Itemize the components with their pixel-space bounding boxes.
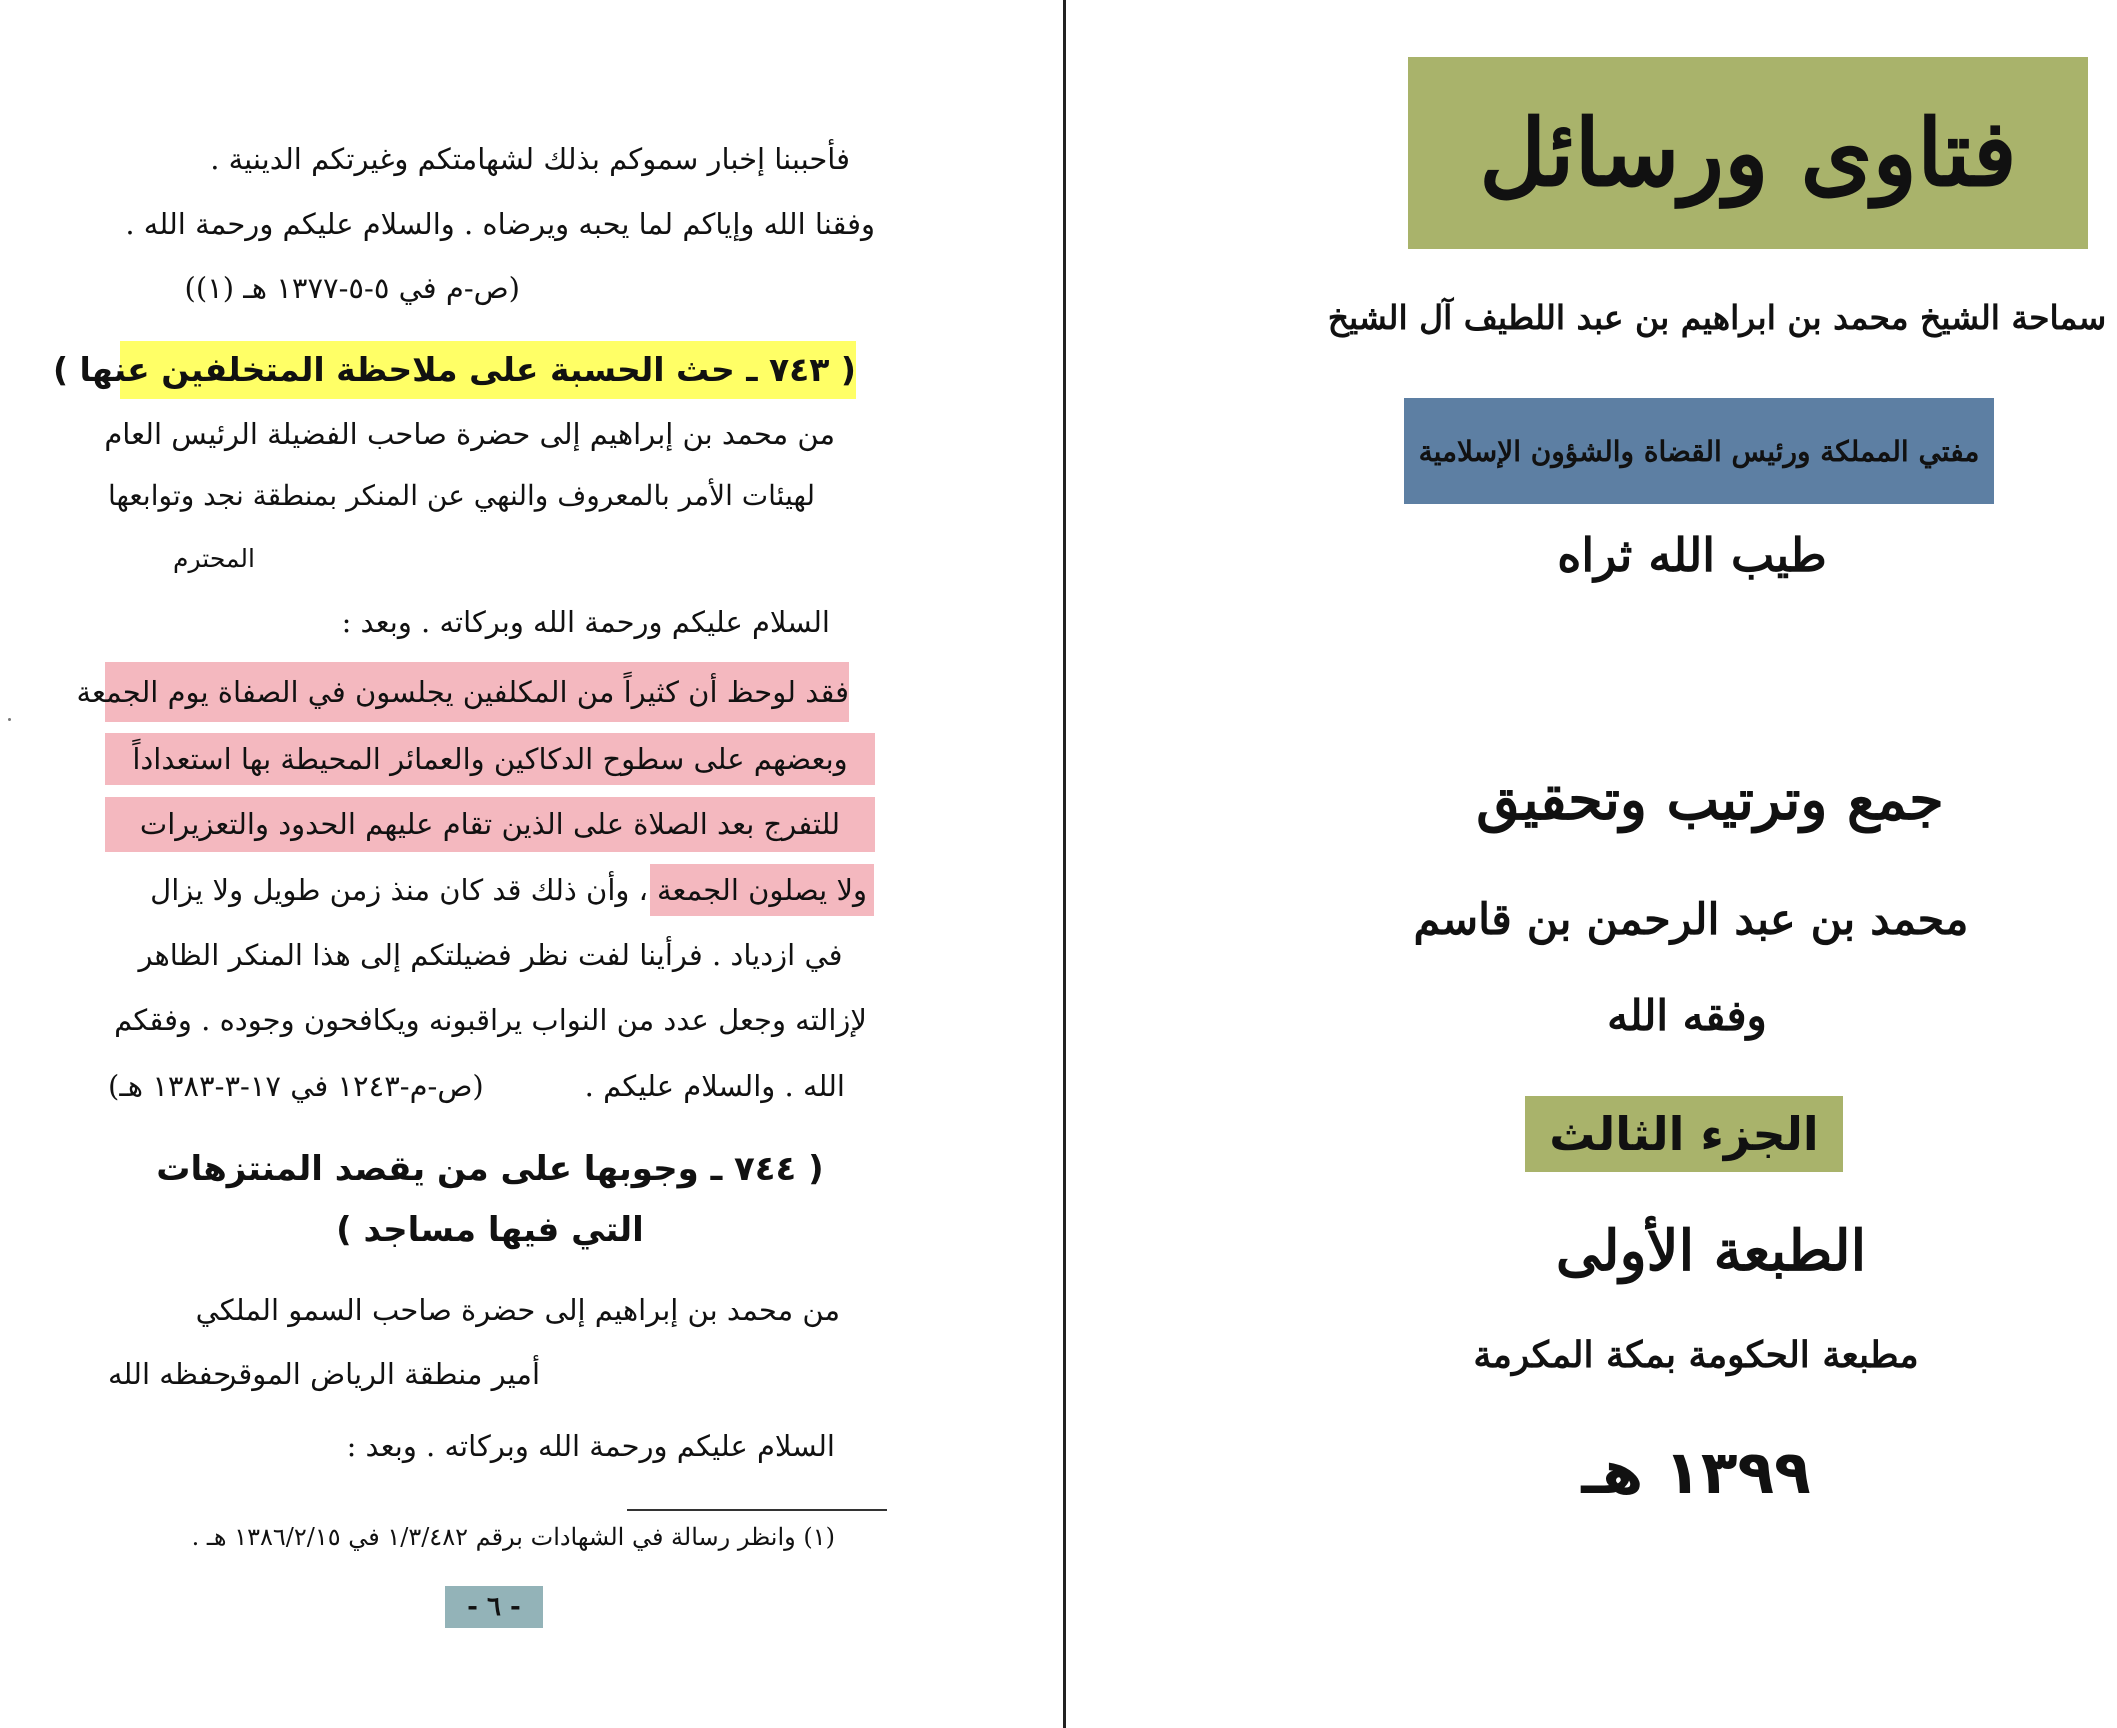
heading-744-line-2: التي فيها مساجد ) <box>336 1210 644 1250</box>
letter-743-greeting: السلام عليكم ورحمة الله وبركاته . وبعد : <box>341 605 830 639</box>
letter-743-body-4-rest-visible: ، وأن ذلك قد كان منذ زمن طويل ولا يزال <box>150 873 648 907</box>
compiled-label-box <box>1470 755 1950 845</box>
volume-label: الجزء الثالث <box>1549 1107 1819 1161</box>
letter-743-body-6: لإزالته وجعل عدد من النواب يراقبونه ويكافحون وجوده . وفقكم <box>114 1003 867 1037</box>
position-box <box>1404 398 1994 504</box>
compiled-label: جمع وترتيب وتحقيق <box>1476 767 1944 833</box>
letter-743-body-7-a: الله . والسلام عليكم . <box>584 1069 845 1103</box>
letter-743-citation: (ص-م-١٢٤٣ في ١٧-٣-١٣٨٣ هـ) <box>108 1069 484 1103</box>
intro-citation: (ص-م في ٥-٥-١٣٧٧ هـ (١)) <box>184 271 520 305</box>
intro-line-2: وفقنا الله وإياكم لما يحبه ويرضاه . والسلام عليكم ورحمة الله . <box>125 207 875 241</box>
edition-box <box>1546 1206 1876 1296</box>
prayer-line: طيب الله ثراه <box>1557 528 1827 582</box>
title-box <box>1408 57 2088 249</box>
heading-744-line-1: ( ٧٤٤ ـ وجوبها على من يقصد المنتزهات <box>156 1149 824 1189</box>
prayer-box <box>1512 520 1872 590</box>
letter-743-from-2: لهيئات الأمر بالمعروف والنهي عن المنكر بمنطقة نجد وتوابعها <box>107 479 815 512</box>
volume-box <box>1525 1096 1843 1172</box>
edition-label: الطبعة الأولى <box>1555 1218 1867 1284</box>
footnote: (١) وانظر رسالة في الشهادات برقم ١/٣/٤٨٢ في ١٣٨٦/٢/١٥ هـ . <box>191 1523 835 1551</box>
book-title: فتاوى ورسائل <box>1479 99 2017 207</box>
letter-744-addressee: أمير منطقة الرياض الموقر <box>222 1357 540 1391</box>
author-line: سماحة الشيخ محمد بن ابراهيم بن عبد اللطيف آل الشيخ <box>1327 297 2107 337</box>
year-box <box>1556 1428 1836 1518</box>
letter-743-body-5: في ازدياد . فرأينا لفت نظر فضيلتكم إلى هذا المنكر الظاهر <box>138 938 843 972</box>
compiler-prayer-box <box>1562 985 1812 1045</box>
letter-743-body-1: فقد لوحظ أن كثيراً من المكلفين يجلسون في الصفاة يوم الجمعة <box>105 662 849 722</box>
letter-743-body-2: وبعضهم على سطوح الدكاكين والعمائر المحيطة بها استعداداً <box>105 733 875 785</box>
letter-744-greeting: السلام عليكم ورحمة الله وبركاته . وبعد : <box>346 1429 835 1463</box>
compiler-prayer: وفقه الله <box>1607 990 1767 1040</box>
year-label: ١٣٩٩ هـ <box>1581 1438 1811 1508</box>
author-line-box <box>1322 262 2112 372</box>
compiler-name-box <box>1406 870 1976 970</box>
letter-743-honorific: المحترم <box>173 544 255 573</box>
heading-743: ( ٧٤٣ ـ حث الحسبة على ملاحظة المتخلفين عنها ) <box>120 341 856 399</box>
letter-744-from: من محمد بن إبراهيم إلى حضرة صاحب السمو الملكي <box>195 1293 840 1327</box>
letter-743-body-4-highlight: ولا يصلون الجمعة <box>650 864 874 916</box>
right-page-cover <box>1066 0 2117 1728</box>
printer-label: مطبعة الحكومة بمكة المكرمة <box>1473 1334 1919 1376</box>
intro-line-1: فأحببنا إخبار سموكم بذلك لشهامتكم وغيرتكم الدينية . <box>210 142 850 176</box>
scan-speck <box>8 718 11 721</box>
footnote-divider <box>627 1509 887 1511</box>
letter-743-from-1: من محمد بن إبراهيم إلى حضرة صاحب الفضيلة الرئيس العام <box>104 417 835 451</box>
compiler-name: محمد بن عبد الرحمن بن قاسم <box>1413 895 1969 945</box>
letter-744-blessing: حفظه الله <box>108 1357 232 1391</box>
position-line: مفتي المملكة ورئيس القضاة والشؤون الإسلامية <box>1418 434 1980 468</box>
page-number: - ٦ - <box>445 1586 543 1628</box>
printer-box <box>1466 1310 1926 1400</box>
letter-743-body-3: للتفرج بعد الصلاة على الذين تقام عليهم الحدود والتعزيرات <box>105 797 875 852</box>
